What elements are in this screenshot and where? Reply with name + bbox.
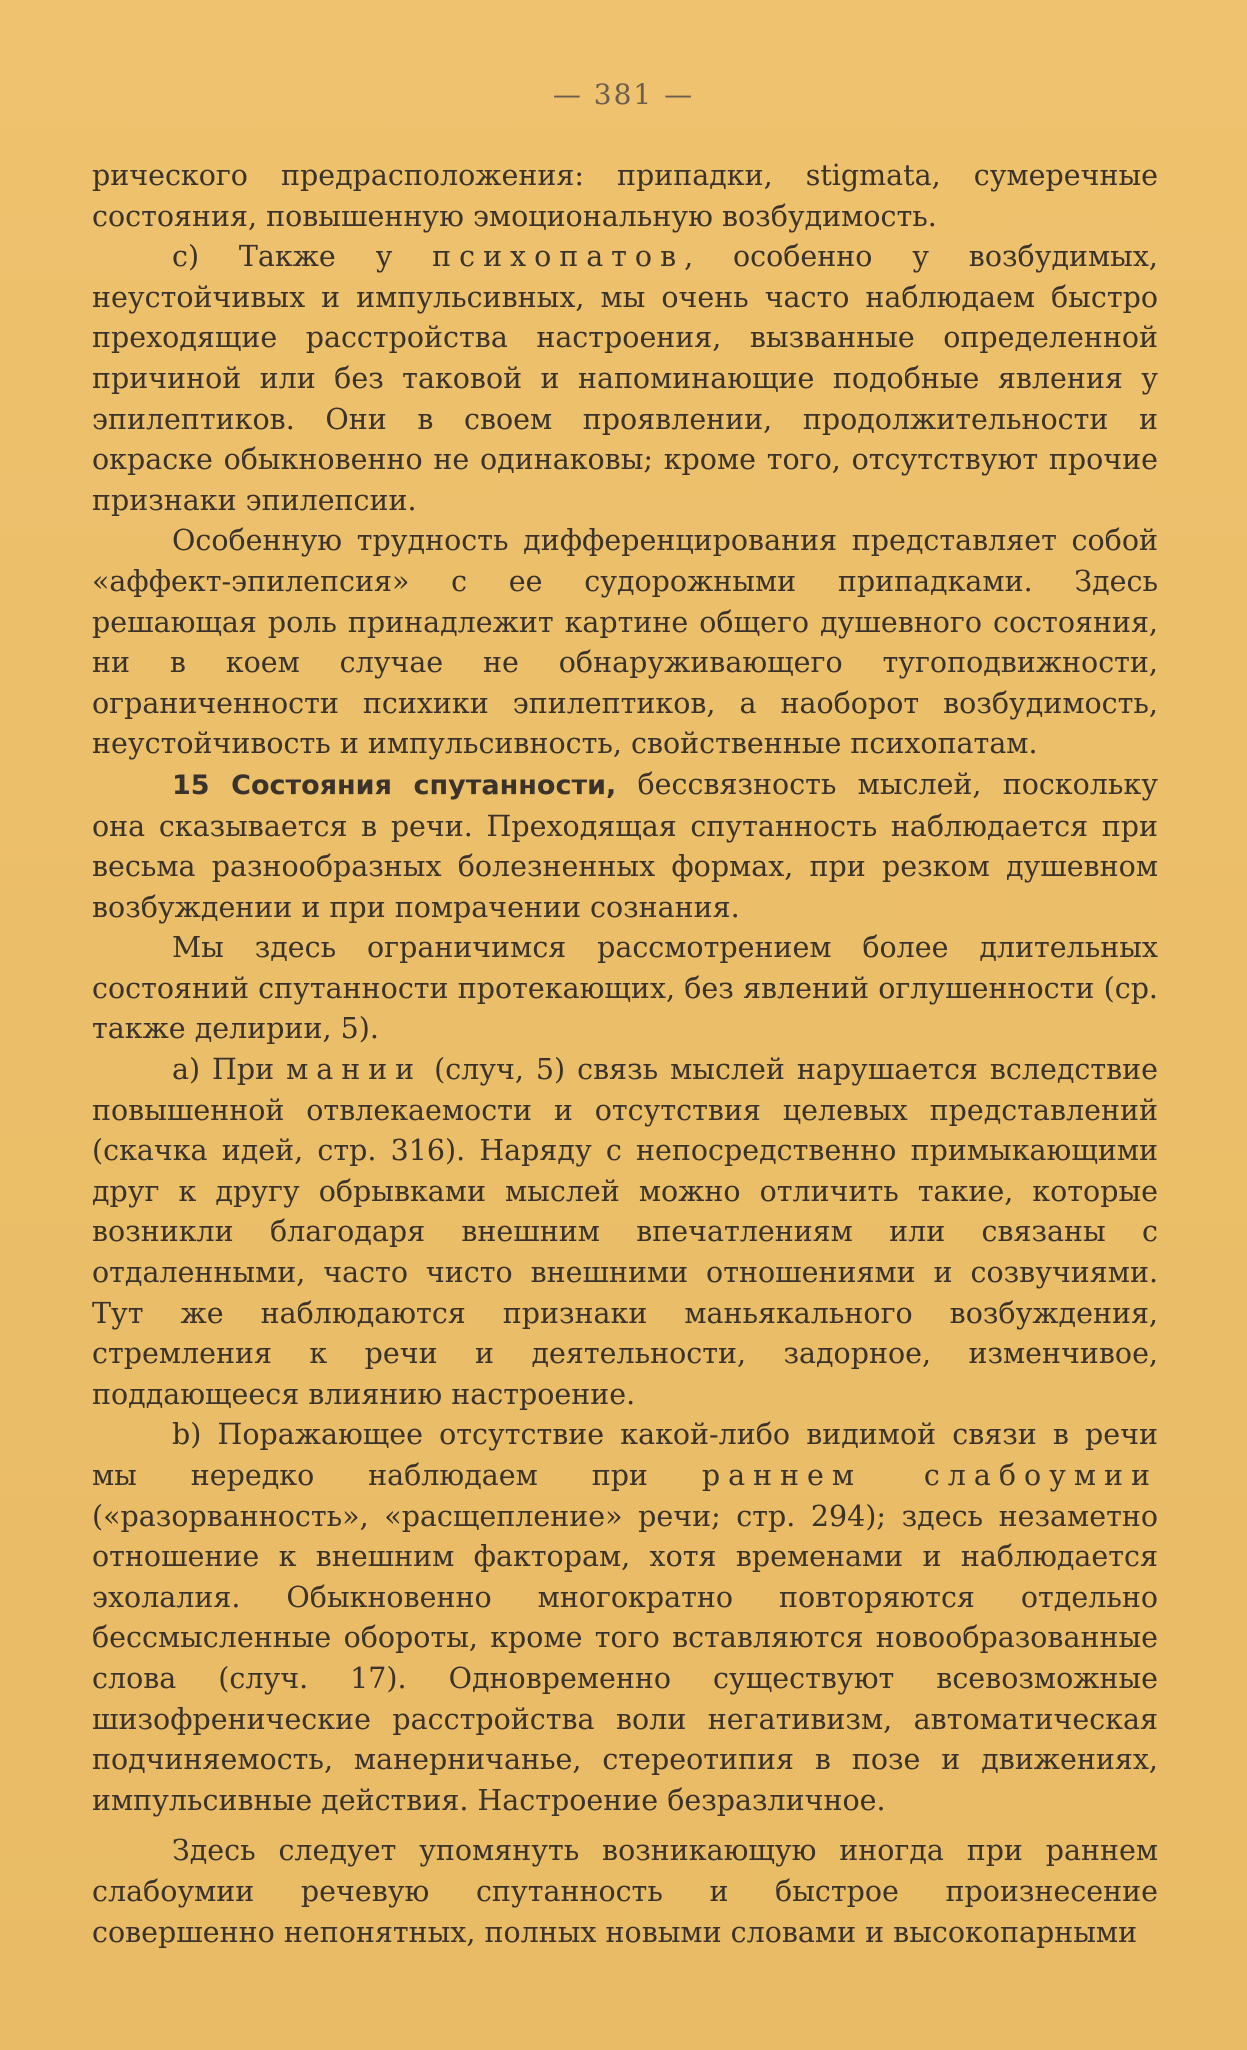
page-number: — 381 — (552, 78, 695, 111)
paragraph-4 (92, 765, 1158, 928)
paragraph-2-rest: , особенно у возбудимых, неустойчивых и импульсивных, мы очень часто наблюдаем быстро преходящие расстройства настроения, вызванные определенной причиной или без таковой и напоминающие подобные явления у эпилептиков. Они в своем проявлении, продолжительности и окраске обыкновенно не одинаковы; кроме того, отсутствуют прочие признаки эпилепсии. (92, 240, 1158, 517)
paragraph-6-rest: (случ, 5) связь мыслей нарушается вследствие повышенной отвлекаемости и отсутствия целевых представлений (скачка идей, стр. 316). Наряду с непосредственно примыкающими друг к другу обрывками мыслей можно отличить такие, которые возникли благодаря внешним впечатлениям или связаны с отдаленными, часто чисто внешними отношениями и созвучиями. Тут же наблюдаются признаки маньякального возбуждения, стремления к речи и деятельности, задорное, изменчивое, поддающееся влиянию настроение. (92, 1053, 1158, 1411)
paragraph-7-start: b) Поражающее отсутствие какой-либо видимой связи в речи мы нередко наблюдаем при (92, 1418, 1158, 1492)
section-heading: 15 Состояния спутанности, (172, 769, 617, 801)
paragraph-2-start: c) Также у (172, 240, 433, 274)
emphasis-mania: мании (286, 1053, 423, 1087)
paragraph-7-rest: («разорванность», «расщепление» речи; стр. 294); здесь незаметно отношение к внешним факторам, хотя временами и наблюдается эхолалия. Обыкновенно многократно повторяются отдельно бессмысленные обороты, кроме того вставляются новообразованные слова (случ. 17). Одновременно существуют всевозможные шизофренические расстройства воли негативизм, автоматическая подчиняемость, манерничанье, стереотипия в позе и движениях, импульсивные действия. Настроение безразличное. (92, 1499, 1158, 1817)
paragraph-3: Особенную трудность дифференцирования представляет собой «аффект-эпилепсия» с ее судорожными припадками. Здесь решающая роль принадлежит картине общего душевного состояния, ни в коем случае не обнаруживающего тугоподвижности, ограниченности психики эпилептиков, а наоборот возбудимость, неустойчивость и импульсивность, свойственные психопатам. (92, 524, 1158, 761)
paragraph-6 (92, 1050, 1158, 1415)
paragraph-5: Мы здесь ограничимся рассмотрением более длительных состояний спутанности протекающих, без явлений оглушенности (ср. также делирии, 5). (92, 931, 1158, 1046)
paragraph-2 (92, 237, 1158, 521)
paragraph-1: рического предрасположения: припадки, stigmata, сумеречные состояния, повышенную эмоциональную возбудимость. (92, 159, 1158, 233)
paragraph-7 (92, 1415, 1158, 1821)
emphasis-early-dementia: раннем слабоумии (701, 1459, 1158, 1492)
paragraph-4-rest: бессвязность мыслей, поскольку она сказывается в речи. Преходящая спутанность наблюдается при весьма разнообразных болезненных формах, при резком душевном возбуждении и при помрачении сознания. (92, 767, 1158, 924)
paragraph-6-start: a) При (172, 1053, 287, 1087)
paragraph-8: Здесь следует упомянуть возникающую иногда при раннем слабоумии речевую спутанность и быстрое произнесение совершенно непонятных, полных новыми словами и высокопарными (92, 1834, 1158, 1949)
emphasis-psychopaths: психопатов (432, 240, 685, 274)
body-text (92, 156, 1158, 1953)
